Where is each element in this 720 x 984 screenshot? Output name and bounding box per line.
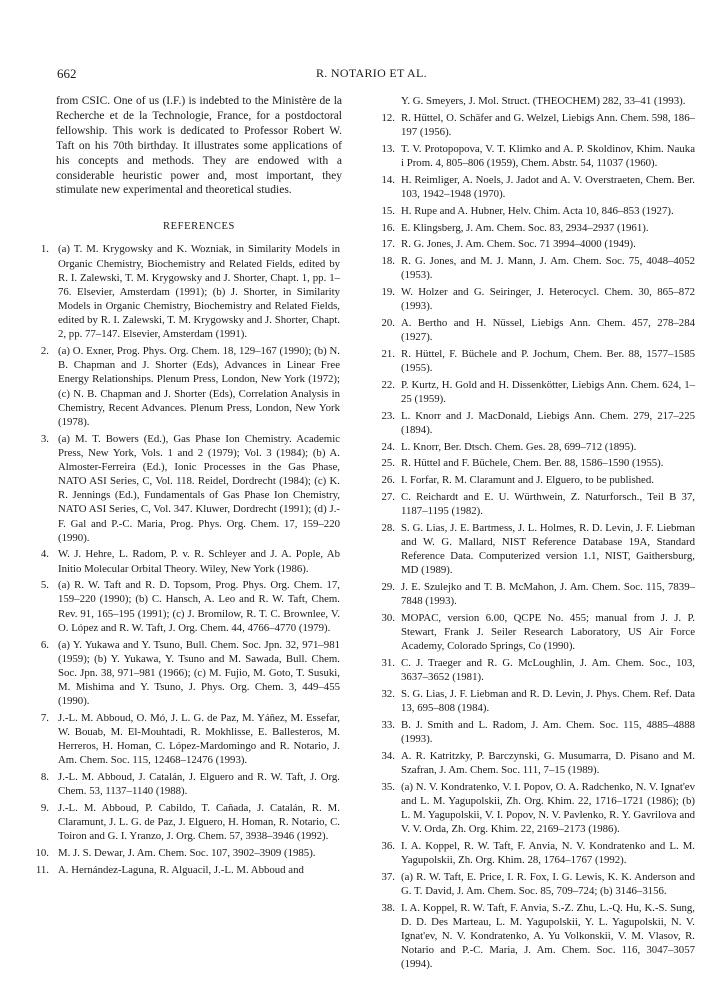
reference-item — [22, 432, 340, 545]
reference-number: 27. — [381, 490, 395, 503]
reference-number: 9. — [40, 802, 49, 815]
reference-number: 18. — [381, 255, 395, 268]
reference-text: (a) Y. Yukawa and Y. Tsuno, Bull. Chem. Soc. Jpn. 32, 971–981 (1959); (b) Y. Yukawa, Y. Tsuno and M. Sawada, Bull. Chem. Soc. Jpn. 38, 971–981 (1966); (c) M. Fujio, M. Goto, T. Susuki, M. Mishima and Y. Tsuno, J. Phys. Org. Chem. 3, 449–455 (1990). — [58, 638, 340, 708]
reference-text: R. G. Jones, and M. J. Mann, J. Am. Chem. Soc. 75, 4048–4052 (1953). — [401, 255, 695, 282]
reference-item — [365, 521, 695, 578]
reference-item — [365, 316, 695, 344]
reference-text: R. G. Jones, J. Am. Chem. Soc. 71 3994–4000 (1949). — [401, 238, 636, 251]
reference-text: R. Hüttel, O. Schäfer and G. Welzel, Liebigs Ann. Chem. 598, 186–197 (1956). — [401, 112, 695, 139]
right-reference-list — [365, 111, 695, 971]
reference-number: 36. — [381, 839, 395, 852]
reference-number: 33. — [381, 718, 395, 731]
reference-number: 26. — [381, 474, 395, 487]
reference-text: L. Knorr, Ber. Dtsch. Chem. Ges. 28, 699–712 (1895). — [401, 440, 637, 453]
reference-number: 31. — [381, 656, 395, 669]
reference-number: 16. — [381, 221, 395, 234]
reference-number: 30. — [381, 611, 395, 624]
reference-number: 24. — [381, 440, 395, 453]
reference-number: 15. — [381, 204, 395, 217]
reference-item — [365, 221, 695, 235]
reference-item — [365, 870, 695, 898]
reference-text: R. Hüttel and F. Büchele, Chem. Ber. 88, 1586–1590 (1955). — [401, 457, 664, 470]
reference-number: 29. — [381, 580, 395, 593]
reference-continuation: Y. G. Smeyers, J. Mol. Struct. (THEOCHEM) 282, 33–41 (1993). — [401, 95, 686, 107]
reference-text: S. G. Lias, J. E. Bartmess, J. L. Holmes, R. D. Levin, J. F. Liebman and W. G. Mallard, NIST Reference Database 19A, Standard Reference Data. Computerized version 1.1, NIST, Gaithersburg, MD (1989). — [401, 521, 695, 577]
reference-text: P. Kurtz, H. Gold and H. Dissenkötter, Liebigs Ann. Chem. 624, 1–25 (1959). — [401, 378, 695, 405]
reference-number: 5. — [40, 579, 49, 592]
reference-item — [365, 456, 695, 470]
reference-item — [22, 344, 340, 429]
reference-item — [365, 347, 695, 375]
reference-text: T. V. Protopopova, V. T. Klimko and A. P. Skoldinov, Khim. Nauka i Prom. 4, 805–806 (1959), Chem. Abstr. 54, 11037 (1960). — [401, 143, 695, 170]
reference-item — [365, 237, 695, 251]
reference-number: 19. — [381, 286, 395, 299]
reference-text: I. A. Koppel, R. W. Taft, F. Anvia, S.-Z. Zhu, L.-Q. Hu, K.-S. Sung, D. D. Des Marteau, L. M. Yagupolskii, Y. L. Yagupolskii, N. V. Ignat'ev, N. V. Kondratenko, A. Yu Volkonskii, V. M. Vlasov, R. Notario and P.-C. Maria, J. Am. Chem. Soc. 116, 3047–3057 (1994). — [401, 901, 695, 971]
reference-item — [22, 846, 340, 860]
reference-item — [22, 711, 340, 768]
reference-number: 8. — [40, 771, 49, 784]
reference-item — [22, 638, 340, 709]
reference-number: 1. — [40, 243, 49, 256]
reference-text: MOPAC, version 6.00, QCPE No. 455; manual from J. J. P. Stewart, Frank J. Seiler Research Laboratory, US Air Force Academy, Colorado Springs, Co (1990). — [401, 611, 695, 653]
reference-text: J.-L. M. Abboud, O. Mó, J. L. G. de Paz, M. Yáñez, M. Essefar, W. Bouab, M. El-Mouhtadi, R. Mokhlisse, E. Ballesteros, M. Herreros, H. Homan, C. López-Mardomingo and R. Notario, J. Am. Chem. Soc. 115, 12468–12476 (1993). — [58, 711, 340, 767]
reference-number: 28. — [381, 521, 395, 534]
reference-text: (a) N. V. Kondratenko, V. I. Popov, O. A. Radchenko, N. V. Ignat'ev and L. M. Yagupolskii, Zh. Org. Khim. 22, 1716–1721 (1986); (b) L. M. Yagupolskii, V. I. Popov, N. V. Pavlenko, R. Y. Gavrilova and V. V. Orda, Zh. Org. Khim. 22, 2169–2173 (1986). — [401, 780, 695, 835]
reference-item — [365, 440, 695, 454]
reference-number: 12. — [381, 112, 395, 125]
reference-text: A. Bertho and H. Nüssel, Liebigs Ann. Chem. 457, 278–284 (1927). — [401, 316, 695, 344]
reference-number: 4. — [40, 548, 49, 561]
reference-number: 7. — [40, 711, 49, 724]
reference-item — [365, 111, 695, 139]
reference-item — [365, 409, 695, 437]
reference-item — [22, 801, 340, 843]
reference-text: H. Reimliger, A. Noels, J. Jadot and A. V. Overstraeten, Chem. Ber. 103, 1942–1948 (1970). — [401, 173, 695, 201]
running-head: R. NOTARIO ET AL. — [316, 66, 427, 80]
reference-item — [365, 611, 695, 653]
reference-text: J.-L. M. Abboud, P. Cabildo, T. Cañada, J. Catalán, R. M. Claramunt, J. L. G. de Paz, J. Elguero, H. Homan, R. Notario, C. Toiron and G. I. Yranzo, J. Org. Chem. 57, 3938–3946 (1992). — [58, 802, 340, 843]
reference-number: 25. — [381, 457, 395, 470]
reference-item — [365, 901, 695, 972]
reference-text: H. Rupe and A. Hubner, Helv. Chim. Acta 10, 846–853 (1927). — [401, 204, 674, 217]
reference-text: L. Knorr and J. MacDonald, Liebigs Ann. Chem. 279, 217–225 (1894). — [401, 409, 695, 436]
reference-item — [365, 254, 695, 282]
reference-item — [365, 285, 695, 313]
reference-text: A. R. Katritzky, P. Barczynski, G. Musumarra, D. Pisano and M. Szafran, J. Am. Chem. Soc. 111, 7–15 (1989). — [401, 749, 695, 776]
reference-number: 6. — [40, 638, 49, 651]
reference-item — [22, 863, 340, 877]
reference-number: 37. — [381, 870, 395, 883]
reference-item — [365, 142, 695, 170]
reference-text: I. Forfar, R. M. Claramunt and J. Elguero, to be published. — [401, 474, 654, 487]
page-number: 662 — [57, 66, 77, 81]
reference-number: 34. — [381, 749, 395, 762]
reference-number: 38. — [381, 901, 395, 914]
right-column — [365, 94, 695, 974]
reference-item — [365, 687, 695, 715]
reference-text: C. J. Traeger and R. G. McLoughlin, J. Am. Chem. Soc., 103, 3637–3652 (1981). — [401, 656, 695, 684]
reference-item — [22, 547, 340, 575]
reference-item — [365, 378, 695, 406]
reference-number: 35. — [381, 780, 395, 793]
reference-number: 23. — [381, 409, 395, 422]
reference-item — [365, 780, 695, 837]
reference-number: 20. — [381, 316, 395, 329]
reference-number: 13. — [381, 143, 395, 156]
reference-item — [365, 749, 695, 777]
reference-item — [365, 473, 695, 487]
reference-text: J.-L. M. Abboud, J. Catalán, J. Elguero and R. W. Taft, J. Org. Chem. 53, 1137–1140 (1988). — [58, 771, 340, 798]
reference-text: E. Klingsberg, J. Am. Chem. Soc. 83, 2934–2937 (1961). — [401, 221, 649, 234]
reference-text: (a) R. W. Taft, E. Price, I. R. Fox, I. G. Lewis, K. K. Anderson and G. T. David, J. Am. Chem. Soc. 85, 709–724; (b) 3146–3156. — [401, 870, 695, 897]
reference-number: 22. — [381, 378, 395, 391]
reference-number: 2. — [40, 345, 49, 358]
left-column — [22, 94, 340, 880]
reference-item — [365, 656, 695, 684]
reference-number: 3. — [40, 432, 49, 445]
left-reference-list — [22, 242, 340, 877]
reference-number: 17. — [381, 238, 395, 251]
reference-text: (a) M. T. Bowers (Ed.), Gas Phase Ion Chemistry. Academic Press, New York, Vols. 1 and 2 (1979); Vol. 3 (1984); (b) A. Almoster-Ferreira (Ed.), Ionic Processes in the Gas Phase, NATO ASI Series, C, Vol. 118. Reidel, Dordrecht (1984); (c) K. R. Jennings (Ed.), Fundamentals of Gas Phase Ion Chemistry, NATO ASI Series, C, Vol. 347. Kluwer, Dordrecht (1991); (d) J.-F. Gal and P.-C. Maria, Prog. Phys. Org. Chem. 17, 159–220 (1990). — [58, 432, 340, 544]
reference-text: (a) T. M. Krygowsky and K. Wozniak, in Similarity Models in Organic Chemistry, Biochemistry and Related Fields, edited by R. I. Zalewski, T. M. Krygowsky and J. Shorter, Chapt. 1, pp. 1–76. Elsevier, Amsterdam (1991); (b) J. Shorter, in Similarity Models in Organic Chemistry, Biochemistry and Related Fields, edited by R. I. Zalewski, T. M. Krygowsky and J. Shorter, Chapt. 2, pp. 77–147. Elsevier, Amsterdam (1991). — [58, 243, 340, 341]
reference-text: B. J. Smith and L. Radom, J. Am. Chem. Soc. 115, 4885–4888 (1993). — [401, 718, 695, 745]
reference-item — [22, 242, 340, 341]
reference-item — [365, 204, 695, 218]
reference-text: (a) R. W. Taft and R. D. Topsom, Prog. Phys. Org. Chem. 17, 159–220 (1990); (b) C. Hansch, A. Leo and R. W. Taft, Chem. Rev. 91, 165–195 (1991); (c) J. Bromilow, R. T. C. Brownlee, V. O. López and R. W. Taft, J. Org. Chem. 44, 4766–4770 (1979). — [58, 579, 340, 634]
reference-number: 11. — [35, 863, 49, 876]
reference-item — [365, 718, 695, 746]
reference-text: (a) O. Exner, Prog. Phys. Org. Chem. 18, 129–167 (1990); (b) N. B. Chapman and J. Shorter (Eds), Advances in Linear Free Energy Relationships. Plenum Press, London, New York (1972); (c) N. B. Chapman and J. Shorter (Eds), Correlation Analysis in Chemistry, Recent Advances. Plenum Press, London, New York (1978). — [58, 345, 340, 428]
reference-number: 14. — [381, 173, 395, 186]
reference-number: 32. — [381, 687, 395, 700]
reference-number: 10. — [35, 847, 49, 860]
reference-text: A. Hernández-Laguna, R. Alguacil, J.-L. M. Abboud and — [58, 863, 304, 876]
reference-item — [22, 770, 340, 798]
reference-text: S. G. Lias, J. F. Liebman and R. D. Levin, J. Phys. Chem. Ref. Data 13, 695–808 (1984). — [401, 687, 695, 714]
reference-text: R. Hüttel, F. Büchele and P. Jochum, Chem. Ber. 88, 1577–1585 (1955). — [401, 347, 695, 374]
reference-text: W. J. Hehre, L. Radom, P. v. R. Schleyer and J. A. Pople, Ab Initio Molecular Orbital Theory. Wiley, New York (1986). — [58, 548, 340, 575]
reference-number: 21. — [381, 347, 395, 360]
reference-text: C. Reichardt and E. U. Würthwein, Z. Naturforsch., Teil B 37, 1187–1195 (1982). — [401, 490, 695, 517]
reference-text: M. J. S. Dewar, J. Am. Chem. Soc. 107, 3902–3909 (1985). — [58, 847, 316, 860]
references-heading: REFERENCES — [163, 221, 235, 233]
reference-text: I. A. Koppel, R. W. Taft, F. Anvia, N. V. Kondratenko and L. M. Yagupolskii, Zh. Org. Khim. 28, 1764–1767 (1992). — [401, 839, 695, 866]
reference-text: W. Holzer and G. Seiringer, J. Heterocycl. Chem. 30, 865–872 (1993). — [401, 286, 695, 313]
reference-item — [365, 580, 695, 608]
reference-text: J. E. Szulejko and T. B. McMahon, J. Am. Chem. Soc. 115, 7839–7848 (1993). — [401, 580, 695, 608]
reference-item — [365, 173, 695, 201]
acknowledgement-paragraph: from CSIC. One of us (I.F.) is indebted to the Ministère de la Recherche et de la Technologie, France, for a postdoctoral fellowship. This work is dedicated to Professor Robert W. Taft on his 70th birthday. It illustrates some applications of his concepts and methods. They are endowed with a considerable heuristic power and, most important, they stimulate new experimental and theoretical studies. — [56, 95, 342, 197]
reference-item — [365, 839, 695, 867]
reference-item — [22, 578, 340, 635]
reference-item — [365, 490, 695, 518]
